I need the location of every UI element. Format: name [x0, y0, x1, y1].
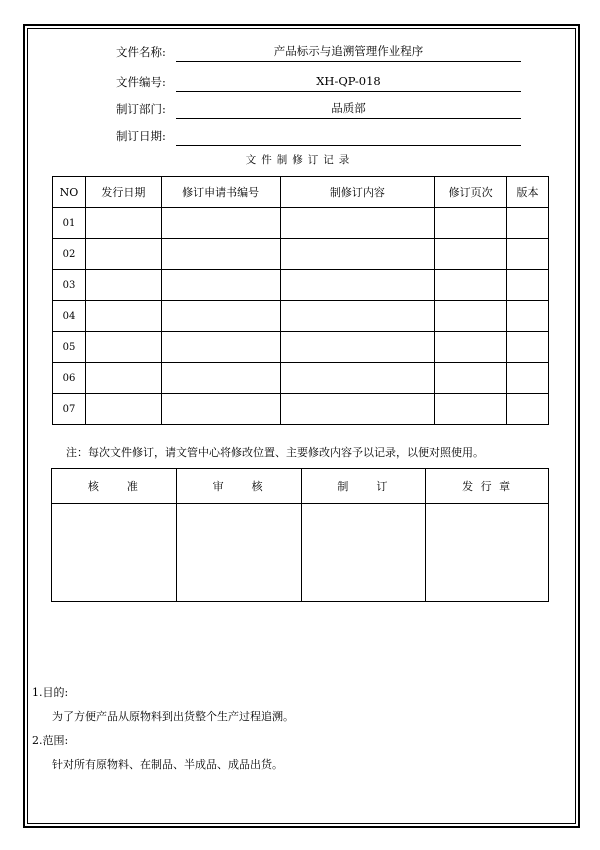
date-value	[176, 128, 521, 146]
cell[interactable]	[435, 363, 507, 394]
date-label: 制订日期:	[116, 129, 166, 143]
cell[interactable]	[280, 208, 435, 239]
cell[interactable]	[280, 394, 435, 425]
row-no: 07	[53, 394, 86, 425]
row-no: 03	[53, 270, 86, 301]
cell[interactable]	[161, 270, 280, 301]
col-no: NO	[53, 177, 86, 208]
cell[interactable]	[435, 208, 507, 239]
table-row	[53, 270, 549, 301]
col-version: 版本	[507, 177, 549, 208]
cell[interactable]	[85, 208, 161, 239]
dept-label: 制订部门:	[116, 102, 166, 116]
page-border-inner	[27, 28, 576, 824]
revision-note: 注：每次文件修订，请文管中心将修改位置、主要修改内容予以记录，以便对照使用。	[66, 446, 484, 459]
cell[interactable]	[280, 363, 435, 394]
row-no: 05	[53, 332, 86, 363]
table-row	[53, 363, 549, 394]
dept-value: 品质部	[176, 101, 521, 119]
review-sign-cell[interactable]	[176, 504, 301, 602]
file-no-label: 文件编号:	[116, 75, 166, 89]
cell[interactable]	[280, 301, 435, 332]
cell[interactable]	[507, 239, 549, 270]
cell[interactable]	[85, 301, 161, 332]
approve-sign-cell[interactable]	[52, 504, 177, 602]
table-row	[53, 208, 549, 239]
cell[interactable]	[507, 332, 549, 363]
table-row	[53, 301, 549, 332]
cell[interactable]	[435, 239, 507, 270]
cell[interactable]	[435, 301, 507, 332]
col-issue-stamp: 发 行 章	[426, 469, 549, 504]
cell[interactable]	[280, 239, 435, 270]
row-no: 02	[53, 239, 86, 270]
cell[interactable]	[161, 239, 280, 270]
col-request-no: 修订申请书编号	[161, 177, 280, 208]
cell[interactable]	[85, 332, 161, 363]
col-issue-date: 发行日期	[85, 177, 161, 208]
cell[interactable]	[507, 363, 549, 394]
file-name-label: 文件名称:	[116, 45, 166, 59]
section-2-title: 2.范围:	[32, 734, 69, 747]
section-2-body: 针对所有原物料、在制品、半成品、成品出货。	[52, 758, 283, 771]
col-approve: 核 准	[52, 469, 177, 504]
cell[interactable]	[85, 363, 161, 394]
cell[interactable]	[507, 301, 549, 332]
cell[interactable]	[280, 270, 435, 301]
section-1-body: 为了方便产品从原物料到出货整个生产过程追溯。	[52, 710, 294, 723]
section-1-title: 1.目的:	[32, 686, 69, 699]
cell[interactable]	[161, 394, 280, 425]
prepare-sign-cell[interactable]	[301, 504, 426, 602]
revision-record-title: 文件制修订记录	[245, 154, 355, 166]
table-row	[53, 394, 549, 425]
cell[interactable]	[507, 270, 549, 301]
revision-header-row	[53, 177, 549, 208]
row-no: 04	[53, 301, 86, 332]
cell[interactable]	[435, 332, 507, 363]
file-name-value: 产品标示与追溯管理作业程序	[176, 44, 521, 62]
approval-table	[51, 468, 549, 602]
cell[interactable]	[85, 239, 161, 270]
row-no: 06	[53, 363, 86, 394]
cell[interactable]	[435, 394, 507, 425]
cell[interactable]	[161, 208, 280, 239]
cell[interactable]	[161, 363, 280, 394]
stamp-cell[interactable]	[426, 504, 549, 602]
cell[interactable]	[85, 270, 161, 301]
approval-sign-row	[52, 504, 549, 602]
row-no: 01	[53, 208, 86, 239]
cell[interactable]	[85, 394, 161, 425]
file-no-value: XH-QP-018	[176, 74, 521, 92]
cell[interactable]	[280, 332, 435, 363]
table-row	[53, 239, 549, 270]
col-prepare: 制 订	[301, 469, 426, 504]
cell[interactable]	[161, 301, 280, 332]
cell[interactable]	[161, 332, 280, 363]
col-content: 制修订内容	[280, 177, 435, 208]
cell[interactable]	[507, 394, 549, 425]
table-row	[53, 332, 549, 363]
cell[interactable]	[435, 270, 507, 301]
approval-header-row	[52, 469, 549, 504]
cell[interactable]	[507, 208, 549, 239]
revision-table	[52, 176, 549, 425]
col-review: 审 核	[176, 469, 301, 504]
col-pages: 修订页次	[435, 177, 507, 208]
